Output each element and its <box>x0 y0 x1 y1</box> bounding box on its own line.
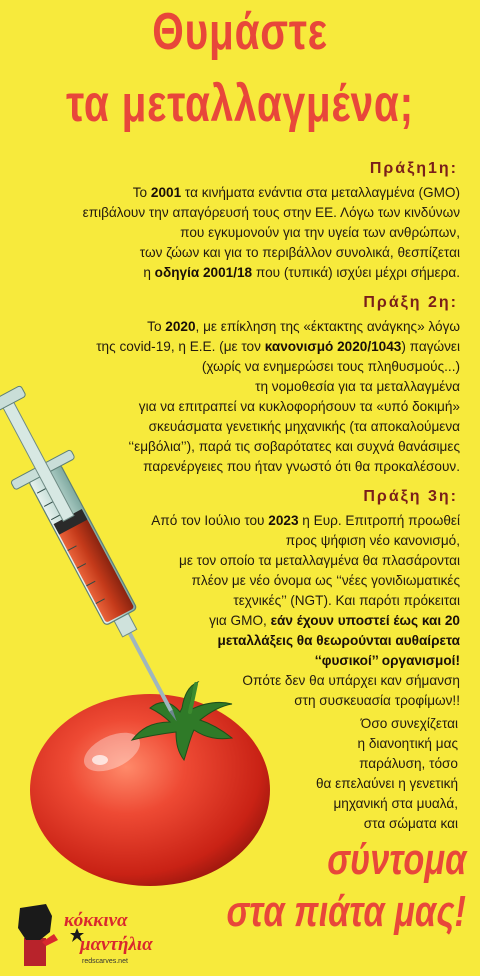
act2-line: τη νομοθεσία για τα μεταλλαγμένα <box>255 379 460 394</box>
act1-heading: Πράξη1η: <box>369 160 458 177</box>
act1-line: η οδηγία 2001/18 που (τυπικά) ισχύει μέχρι σήμερα. <box>143 265 460 280</box>
logo-url: redscarves.net <box>82 958 128 965</box>
closing-line: η διανοητική μας <box>357 736 458 751</box>
closing-line: θα επελαύνει η γενετική <box>315 776 458 791</box>
act1-line: επιβάλουν την απαγόρευσή τους στην ΕΕ. Λόγω των κινδύνων <box>82 205 460 220</box>
act2-text <box>96 317 460 477</box>
act1-line: που εγκυμονούν για την υγεία των ανθρώπων, <box>180 225 460 240</box>
act3-line: ‘‘φυσικοί’’ οργανισμοί! <box>314 653 460 668</box>
logo-word-2: μαντήλια <box>80 934 153 955</box>
act1-text <box>83 183 460 283</box>
act2-line: παρενέργειες που ήταν γνωστό ότι θα προκαλέσουν. <box>143 459 460 474</box>
act1-line: Το 2001 τα κινήματα ενάντια στα μεταλλαγμένα (GMO) <box>132 185 460 200</box>
logo-word-1: κόκκινα <box>64 910 128 931</box>
slogan-line-1: σύντομα <box>326 835 466 884</box>
act3-line: στη συσκευασία τροφίμων!! <box>294 693 460 708</box>
act3-heading: Πράξη 3η: <box>363 488 458 505</box>
closing-line: Όσο συνεχίζεται <box>360 716 458 731</box>
closing-line: στα σώματα και <box>363 816 458 831</box>
act2-line: για να επιτραπεί να κυκλοφορήσουν τα «υπό δοκιμή» <box>138 399 460 414</box>
act3-line: πλέον με νέο όνομα ως ‘‘νέες γονιδιωματικές <box>191 573 460 588</box>
closing-text <box>316 714 458 834</box>
act2-line: της covid-19, η Ε.Ε. (με τον κανονισμό 2020/1043) παγώνει <box>96 339 460 354</box>
act3-line: Από τον Ιούλιο του 2023 η Ευρ. Επιτροπή προωθεί <box>151 513 460 528</box>
slogan-line-2: στα πιάτα μας! <box>226 887 466 936</box>
act3-line: τεχνικές’’ (NGT). Και παρότι πρόκειται <box>233 593 460 608</box>
act3-line: Οπότε δεν θα υπάρχει καν σήμανση <box>242 673 460 688</box>
act3-line: μεταλλάξεις θα θεωρούνται αυθαίρετα <box>217 633 460 648</box>
act2-line: σκευάσματα γενετικής μηχανικής (τα αποκαλούμενα <box>148 419 460 434</box>
act3-line: προς ψήφιση νέο κανονισμό, <box>285 533 460 548</box>
red-scarves-logo <box>10 898 180 968</box>
fist-icon <box>10 898 66 968</box>
act3-text <box>151 511 460 711</box>
tomato <box>30 682 270 886</box>
act2-line: Το 2020, με επίκληση της «έκτακτης ανάγκης» λόγω <box>147 319 460 334</box>
act3-line: με τον οποίο τα μεταλλαγμένα θα πλασάρονται <box>179 553 460 568</box>
title-line-2: τα μεταλλαγμένα; <box>66 75 414 133</box>
closing-line: παράλυση, τόσο <box>359 756 458 771</box>
act2-heading: Πράξη 2η: <box>363 294 458 311</box>
act2-line: ‘‘εμβόλια’’), παρά τις σοβαρότατες και συχνά θανάσιμες <box>128 439 460 454</box>
act2-line: (χωρίς να ενημερώσει τους πληθυσμούς...) <box>201 359 460 374</box>
title-line-1: Θυμάστε <box>152 3 328 61</box>
act3-line: για GMO, εάν έχουν υποστεί έως και 20 <box>209 613 460 628</box>
act1-line: των ζώων και για το περιβάλλον συνολικά, θεσπίζεται <box>139 245 460 260</box>
closing-line: μηχανική στα μυαλά, <box>333 796 458 811</box>
